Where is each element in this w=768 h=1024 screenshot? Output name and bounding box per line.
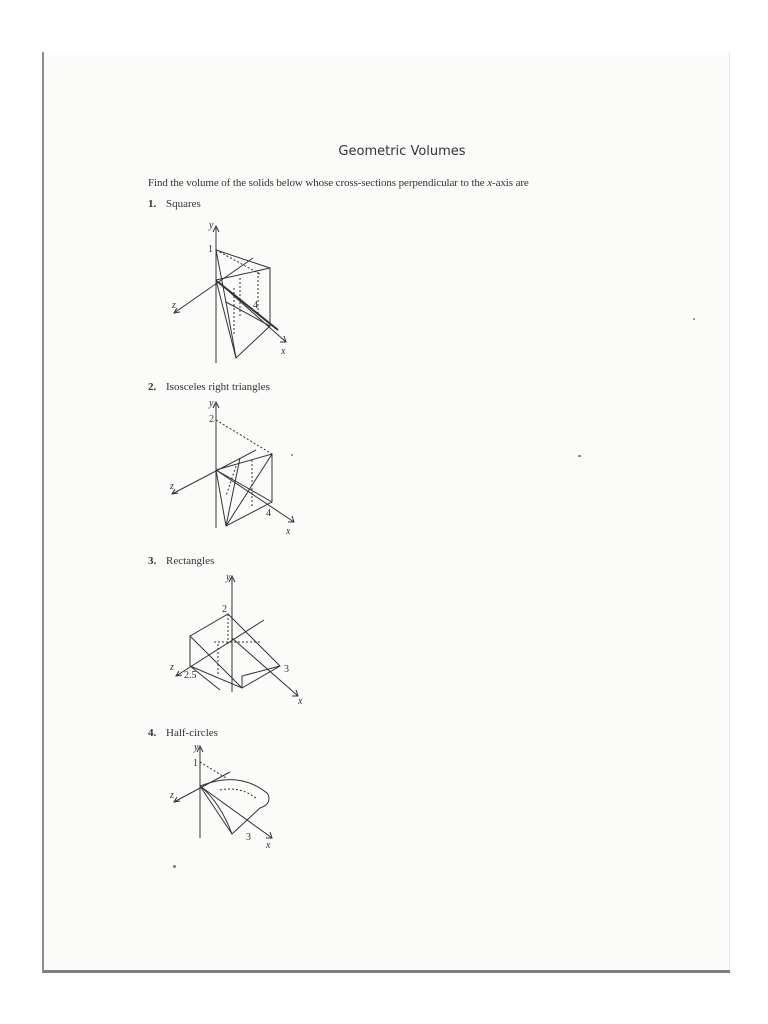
- z-axis-label: z: [170, 790, 174, 801]
- scan-speck: [173, 865, 176, 868]
- scan-speck: [693, 318, 695, 320]
- figure-squares-solid: [160, 218, 300, 373]
- x-axis-label: x: [281, 346, 286, 357]
- problem-1-heading: [148, 198, 201, 210]
- hidden-arc: [220, 789, 256, 798]
- y-axis-label: y: [209, 398, 214, 409]
- problem-label: Half-circles: [166, 727, 218, 739]
- problem-label: Isosceles right triangles: [166, 381, 270, 393]
- x-axis-label: x: [286, 526, 291, 536]
- half-circle-end-arc: [260, 794, 269, 808]
- y-mark-label: 1: [193, 758, 198, 769]
- hidden-edge: [216, 420, 272, 454]
- y-axis-label: y: [226, 572, 231, 583]
- z-mark-label: 2.5: [184, 670, 197, 681]
- hidden-edge: [200, 762, 226, 778]
- problem-number: 2.: [148, 381, 157, 393]
- problem-label: Rectangles: [166, 555, 215, 567]
- x-axis-line: [216, 470, 294, 522]
- solid-base-edge: [200, 786, 260, 834]
- y-mark-label: 2: [222, 604, 227, 615]
- instructions-text: [148, 177, 529, 189]
- x-mark-label: 3: [284, 664, 289, 675]
- y-mark-label: 2: [209, 414, 214, 425]
- problem-number: 4.: [148, 727, 157, 739]
- problem-3-heading: [148, 555, 214, 567]
- solid-edge: [242, 666, 280, 676]
- half-circle-top-edge: [200, 780, 268, 794]
- z-axis-label: z: [170, 662, 174, 673]
- y-axis-label: y: [209, 220, 214, 231]
- z-axis-line: [172, 450, 256, 494]
- problem-2-heading: [148, 381, 270, 393]
- instructions-variable: x: [487, 177, 493, 189]
- x-mark-label: 3: [246, 832, 251, 843]
- scan-speck: [578, 455, 581, 457]
- x-mark-label: 4: [253, 300, 258, 311]
- problem-label: Squares: [166, 198, 201, 210]
- z-axis-label: z: [172, 300, 176, 311]
- x-axis-label: x: [298, 696, 303, 706]
- page-title: Geometric Volumes: [338, 144, 466, 159]
- scanned-page: [42, 52, 730, 973]
- figure-half-circles-solid: [160, 742, 290, 857]
- x-mark-label: 4: [266, 508, 271, 519]
- z-axis-label: z: [170, 481, 174, 492]
- x-axis-label: x: [266, 840, 271, 851]
- y-axis-label: y: [194, 742, 199, 753]
- instructions-after: -axis are: [492, 177, 529, 189]
- instructions-before: Find the volume of the solids below whose cross-sections perpendicular to the: [148, 177, 488, 189]
- solid-edge: [216, 280, 236, 358]
- z-axis-line: [176, 620, 264, 676]
- figure-rectangles-solid: [160, 570, 310, 711]
- figure-triangles-solid: [160, 396, 310, 541]
- problem-number: 3.: [148, 555, 157, 567]
- scan-speck: [291, 454, 293, 456]
- solid-edge: [216, 268, 270, 280]
- problem-4-heading: [148, 727, 218, 739]
- y-mark-label: 1: [208, 244, 213, 255]
- problem-number: 1.: [148, 198, 157, 210]
- triangles-solid-outline: [216, 454, 272, 526]
- z-axis-line: [174, 258, 253, 313]
